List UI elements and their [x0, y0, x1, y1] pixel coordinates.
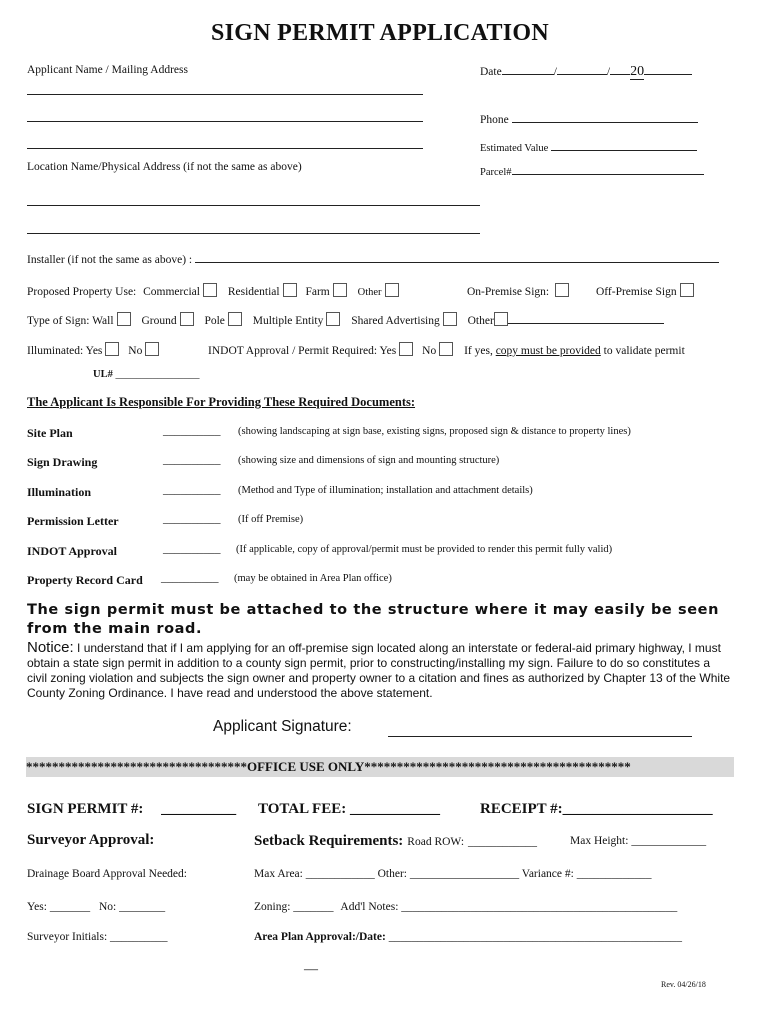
yes-label: Yes: [27, 901, 47, 913]
surveyor-initials-label: Surveyor Initials: [27, 931, 108, 943]
zoning-blank[interactable]: _______ [293, 901, 334, 913]
total-fee-label: TOTAL FEE: [258, 801, 347, 817]
setback-label: Setback Requirements: [254, 833, 404, 849]
no-blank[interactable]: ________ [119, 901, 166, 913]
date-label: Date [480, 66, 502, 78]
doc-blank[interactable]: __________ [163, 425, 221, 437]
variance-label: Variance #: [521, 868, 574, 880]
other-blank[interactable]: ___________________ [409, 868, 520, 880]
ifyes-prefix: If yes, [464, 345, 493, 357]
sign-type-label: Type of Sign: [27, 315, 90, 327]
ifyes-underlined: copy must be provided [495, 345, 601, 357]
area-plan-blank[interactable]: ___________________________________________________ [388, 931, 682, 943]
required-docs-heading: The Applicant Is Responsible For Providing These Required Documents: [27, 395, 416, 409]
checkbox-illuminated-no[interactable] [145, 342, 159, 356]
location-label: Location Name/Physical Address (if not the same as above) [27, 161, 302, 173]
notice-paragraph [27, 640, 732, 701]
area-plan-label: Area Plan Approval:/Date: [254, 931, 386, 943]
doc-description: (If off Premise) [238, 514, 304, 525]
checkbox-indot-no[interactable] [439, 342, 453, 356]
location-line-1[interactable] [27, 205, 480, 206]
off-premise-label: Off-Premise Sign [596, 286, 677, 298]
office-use-banner: **********************************OFFICE USE ONLY***************************************** [26, 757, 734, 777]
notice-headline: The sign permit must be attached to the structure where it may easily be seen from the main road. [27, 602, 720, 637]
surveyor-approval-label: Surveyor Approval: [27, 832, 155, 848]
sign-permit-label: SIGN PERMIT #: [27, 801, 144, 817]
parcel-blank[interactable] [512, 163, 704, 175]
variance-blank[interactable]: _____________ [576, 868, 652, 880]
yes-no-row [27, 901, 165, 913]
estimated-value-label: Estimated Value [480, 143, 549, 154]
parcel-field[interactable] [480, 163, 704, 178]
date-separator: / [553, 66, 557, 78]
on-premise-group [467, 283, 569, 298]
setback-row [254, 832, 537, 850]
illuminated-row [27, 342, 159, 357]
surveyor-initials-field[interactable] [27, 931, 168, 943]
doc-name: Permission Letter [27, 514, 119, 528]
no-label: No: [98, 901, 117, 913]
option-commercial: Commercial [143, 286, 200, 298]
date-separator: / [606, 66, 611, 78]
max-area-blank[interactable]: ____________ [305, 868, 375, 880]
zoning-row [254, 901, 677, 913]
signature-line[interactable] [388, 736, 692, 737]
checkbox-off-premise[interactable] [680, 283, 694, 297]
ul-blank[interactable]: ________________ [115, 369, 200, 380]
option-pole: Pole [204, 315, 225, 327]
doc-description: (If applicable, copy of approval/permit must be provided to render this permit fully valid) [236, 544, 613, 555]
applicant-line-3[interactable] [27, 148, 423, 149]
doc-description: (Method and Type of illumination; installation and attachment details) [238, 485, 533, 496]
addl-notes-blank[interactable]: ________________________________________________ [401, 901, 678, 913]
max-area-label: Max Area: [254, 868, 303, 880]
page-title: SIGN PERMIT APPLICATION [210, 20, 550, 46]
total-fee-blank[interactable]: ____________ [349, 801, 440, 817]
estimated-value-field[interactable] [480, 139, 697, 154]
ul-field[interactable] [93, 369, 199, 380]
doc-description: (may be obtained in Area Plan office) [234, 573, 392, 584]
doc-name: Property Record Card [27, 573, 143, 587]
option-ground: Ground [141, 315, 177, 327]
option-wall: Wall [92, 315, 114, 327]
checkbox-multiple-entity[interactable] [326, 312, 340, 326]
doc-name: Illumination [27, 485, 92, 499]
area-plan-field[interactable] [254, 931, 682, 943]
doc-blank[interactable]: __________ [163, 543, 221, 555]
property-use-label: Proposed Property Use: [27, 286, 137, 298]
date-year: 20 [630, 64, 645, 79]
location-line-2[interactable] [27, 233, 480, 234]
checkbox-shared-advertising[interactable] [443, 312, 457, 326]
checkbox-wall[interactable] [117, 312, 131, 326]
doc-name: Sign Drawing [27, 455, 98, 469]
installer-blank[interactable] [195, 251, 719, 263]
option-multiple-entity: Multiple Entity [252, 315, 324, 327]
other-label: Other: [377, 868, 407, 880]
total-fee-field[interactable] [258, 801, 440, 818]
checkbox-indot-yes[interactable] [399, 342, 413, 356]
sign-type-row [27, 312, 664, 327]
estimated-value-blank[interactable] [551, 139, 697, 151]
applicant-line-1[interactable] [27, 94, 423, 95]
indot-row [208, 342, 685, 357]
sign-permit-blank[interactable]: __________ [161, 801, 237, 817]
drainage-label: Drainage Board Approval Needed: [27, 868, 187, 880]
doc-name: INDOT Approval [27, 544, 117, 558]
date-year-prefix-blank[interactable] [610, 63, 630, 75]
checkbox-pole[interactable] [228, 312, 242, 326]
doc-blank[interactable]: __________ [163, 513, 221, 525]
parcel-label: Parcel# [480, 167, 512, 178]
checkbox-ground[interactable] [180, 312, 194, 326]
max-height-label: Max Height: [570, 835, 629, 847]
option-farm: Farm [305, 286, 330, 298]
checkbox-other-sign[interactable] [494, 312, 508, 326]
date-field[interactable] [480, 63, 692, 80]
installer-field[interactable] [27, 251, 719, 266]
checkbox-illuminated-yes[interactable] [105, 342, 119, 356]
option-shared-advertising: Shared Advertising [351, 315, 440, 327]
receipt-field[interactable] [480, 801, 713, 818]
max-height-blank[interactable]: _____________ [631, 835, 707, 847]
receipt-blank[interactable]: ____________________ [562, 801, 713, 817]
checkbox-other[interactable] [385, 283, 399, 297]
doc-blank[interactable]: __________ [161, 572, 219, 584]
other-sign-blank[interactable] [508, 312, 664, 324]
option-other-sign: Other [467, 315, 494, 327]
phone-field[interactable] [480, 111, 698, 126]
indot-no-label: No [422, 345, 437, 357]
surveyor-initials-blank[interactable]: __________ [110, 931, 168, 943]
signature-label: Applicant Signature: [213, 718, 352, 735]
max-area-row [254, 868, 651, 880]
checkbox-commercial[interactable] [203, 283, 217, 297]
date-day-blank[interactable] [557, 63, 607, 75]
option-residential: Residential [227, 286, 280, 298]
option-other: Other [357, 287, 382, 298]
doc-blank[interactable]: __________ [163, 454, 221, 466]
revision-date: Rev. 04/26/18 [661, 980, 706, 989]
on-premise-label: On-Premise Sign: [467, 286, 550, 298]
checkbox-residential[interactable] [283, 283, 297, 297]
max-height-field[interactable] [570, 835, 706, 847]
footer-dash: — [304, 962, 318, 977]
off-premise-group [596, 283, 694, 298]
doc-description: (showing landscaping at sign base, existing signs, proposed sign & distance to property lines) [238, 426, 631, 437]
doc-name: Site Plan [27, 426, 73, 440]
illuminated-no-label: No [128, 345, 143, 357]
applicant-line-2[interactable] [27, 121, 423, 122]
indot-yes-label: Yes [379, 345, 397, 357]
checkbox-on-premise[interactable] [555, 283, 569, 297]
applicant-label: Applicant Name / Mailing Address [27, 64, 188, 76]
date-month-blank[interactable] [502, 63, 554, 75]
doc-blank[interactable]: __________ [163, 484, 221, 496]
ifyes-suffix: to validate permit [603, 345, 685, 357]
illuminated-yes-label: Yes [85, 345, 103, 357]
installer-label: Installer (if not the same as above) : [27, 254, 193, 266]
notice-body: I understand that if I am applying for an off-premise sign located along an interstate or federal-aid primary highway, I must obtain a state sign permit in addition to a county sign permit, prior to constructing/installing my sign. Failure to do so constitutes a civil zoning violation and subjects the sign owner and property owner to a citation and fines as authorized by Chapter 13 of the White County Zoning Ordinance. I have read and understood the above statement. [27, 641, 731, 700]
zoning-label: Zoning: [254, 901, 291, 913]
indot-label: INDOT Approval / Permit Required: [208, 345, 378, 357]
date-year-blank[interactable] [644, 63, 692, 75]
property-use-row [27, 283, 399, 298]
checkbox-farm[interactable] [333, 283, 347, 297]
ul-label: UL# [93, 369, 113, 380]
phone-blank[interactable] [512, 111, 698, 123]
illuminated-label: Illuminated: [27, 345, 84, 357]
sign-permit-field[interactable] [27, 801, 236, 818]
addl-notes-label: Add'l Notes: [340, 901, 399, 913]
road-row-blank[interactable]: ____________ [468, 836, 538, 848]
road-row-label: Road ROW: [407, 836, 465, 848]
phone-label: Phone [480, 114, 509, 126]
yes-blank[interactable]: _______ [49, 901, 91, 913]
receipt-label: RECEIPT #: [480, 801, 563, 817]
notice-label: Notice: [27, 639, 74, 656]
doc-description: (showing size and dimensions of sign and mounting structure) [238, 455, 500, 466]
